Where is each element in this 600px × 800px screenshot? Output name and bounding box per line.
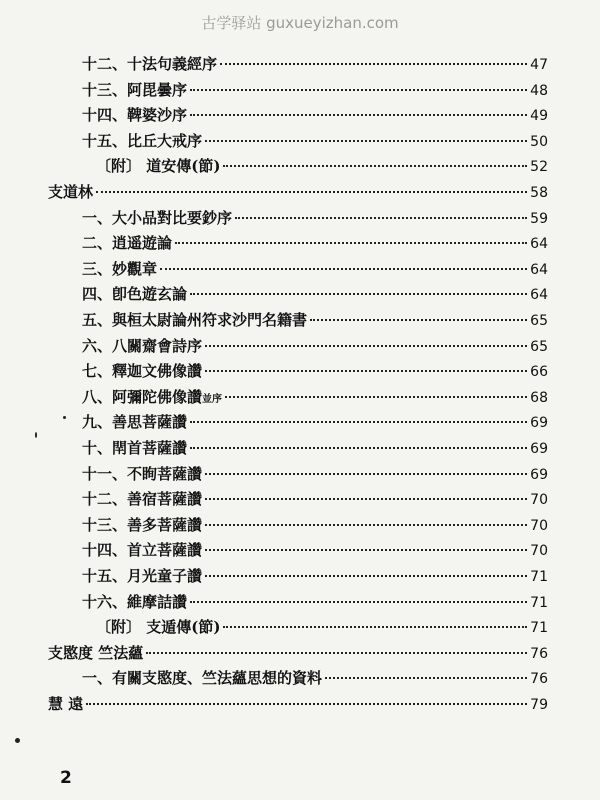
toc-entry-page: 69 [530,466,548,483]
toc-entry [48,641,548,665]
dot-leader [190,89,527,91]
toc-entry-title: 十四、首立菩薩讚 [82,541,203,560]
toc-entry-page: 49 [530,108,548,125]
dot-leader [223,626,527,628]
toc-entry-title: 二、逍遥遊論 [82,234,173,253]
dot-leader [220,63,527,65]
scan-speck [35,432,37,438]
toc-entry-page: 47 [530,57,548,73]
toc-entry [82,52,548,76]
toc-entry-page: 50 [530,133,548,150]
dot-leader [235,217,527,219]
toc-entry-page: 70 [530,517,548,534]
dot-leader [190,601,527,603]
toc-entry-page: 71 [530,594,548,611]
toc-entry-page: 65 [530,313,548,329]
toc-entry-title: 六、八關齋會詩序 [82,336,203,355]
toc-entry-title: 一、有關支愍度、竺法蘊思想的資料 [82,669,323,688]
toc-entry-page: 70 [530,492,548,509]
toc-entry-page: 52 [530,159,548,176]
toc-entry [82,538,548,562]
toc-entry-title: 十五、比丘大戒序 [82,131,203,150]
toc-entry-page: 79 [530,697,548,713]
toc-entry [82,487,548,511]
toc-entry-title: 十三、阿毘曇序 [82,80,188,99]
dot-leader [205,549,527,551]
dot-leader [205,345,527,347]
dot-leader [160,268,527,270]
toc-entry [82,359,548,383]
toc-entry [96,615,548,639]
toc-entry [82,129,548,153]
toc-entry-title: 〔附〕 支遁傳(節) [96,618,221,637]
toc-entry-page: 66 [530,364,548,381]
dot-leader [175,242,527,244]
toc-entry-page: 69 [530,415,548,432]
dot-leader [225,396,527,398]
scan-speck [15,738,20,743]
toc-entry-title: 五、與桓太尉論州符求沙門名籍書 [82,311,308,329]
toc-entry [48,692,548,716]
dot-leader [310,319,527,321]
toc-entry [96,154,548,178]
toc-entry-page: 59 [530,210,548,227]
toc-entry-suffix: 並序 [202,393,223,405]
toc-entry [82,308,548,332]
dot-leader [205,370,527,372]
toc-entry-page: 65 [530,338,548,355]
toc-entry-page: 58 [530,185,548,201]
toc-entry-title: 八、阿彌陀佛像讚 [82,387,203,406]
toc-entry [82,462,548,486]
toc-entry-title: 十二、十法句義經序 [82,55,218,73]
toc-entry-title: 四、卽色遊玄論 [82,285,188,304]
toc-entry-title: 慧 遠 [48,695,84,713]
toc-entry-page: 76 [530,671,548,688]
toc-entry-title: 十四、鞞婆沙序 [82,106,188,125]
dot-leader [190,114,527,116]
toc-entry-page: 68 [530,389,548,406]
toc-entry-page: 64 [530,287,548,304]
dot-leader [190,447,527,449]
toc-entry [82,103,548,127]
toc-entry-page: 71 [530,569,548,585]
toc-entry-title: 支愍度 竺法蘊 [48,643,144,662]
toc-entry [82,385,548,409]
dot-leader [190,293,527,295]
toc-entry-title: 一、大小品對比要鈔序 [82,208,233,227]
dot-leader [205,498,527,500]
toc-entry-title: 十、閈首菩薩讚 [82,439,188,457]
dot-leader [96,191,527,193]
toc-entry-page: 48 [530,82,548,99]
toc-entry-title: 十二、善宿菩薩讚 [82,490,203,509]
toc-entry-title: 十一、不眴菩薩讚 [82,464,203,483]
toc-entry [82,666,548,690]
toc-entry-page: 69 [530,441,548,457]
toc-entry-title: 三、妙觀章 [82,259,158,278]
toc-entry-page: 76 [530,645,548,662]
toc-entry [82,257,548,281]
dot-leader [205,140,527,142]
dot-leader [86,703,527,705]
page-number: 2 [60,768,72,788]
dot-leader [205,524,527,526]
toc-entry [82,78,548,102]
toc-entry-title: 十五、月光童子讚 [82,567,203,585]
dot-leader [325,677,527,679]
dot-leader [205,575,527,577]
toc-entry-page: 64 [530,261,548,278]
watermark: 古学驿站 guxueyizhan.com [201,14,399,32]
toc-entry [82,436,548,460]
toc-entry [82,564,548,588]
toc-entry [82,282,548,306]
toc-entry-title: 九、善思菩薩讚 [82,413,188,432]
toc-entry-title: 支道林 [48,183,94,201]
toc-entry-page: 70 [530,543,548,560]
toc-entry [82,206,548,230]
toc-entry [82,513,548,537]
toc-entry [82,410,548,434]
toc-entry [48,180,548,204]
toc-entry-page: 64 [530,236,548,253]
dot-leader [146,652,527,654]
dot-leader [205,473,527,475]
dot-leader [190,421,527,423]
toc-entry-page: 71 [530,620,548,637]
toc-entry-title: 七、釋迦文佛像讚 [82,362,203,381]
scan-speck [63,416,66,419]
toc-entry [82,590,548,614]
toc-entry-title: 十三、善多菩薩讚 [82,515,203,534]
toc-entry-title: 〔附〕 道安傳(節) [96,157,221,176]
toc-entry [82,334,548,358]
toc-entry [82,231,548,255]
dot-leader [223,165,527,167]
toc-entry-title: 十六、維摩詰讚 [82,592,188,611]
